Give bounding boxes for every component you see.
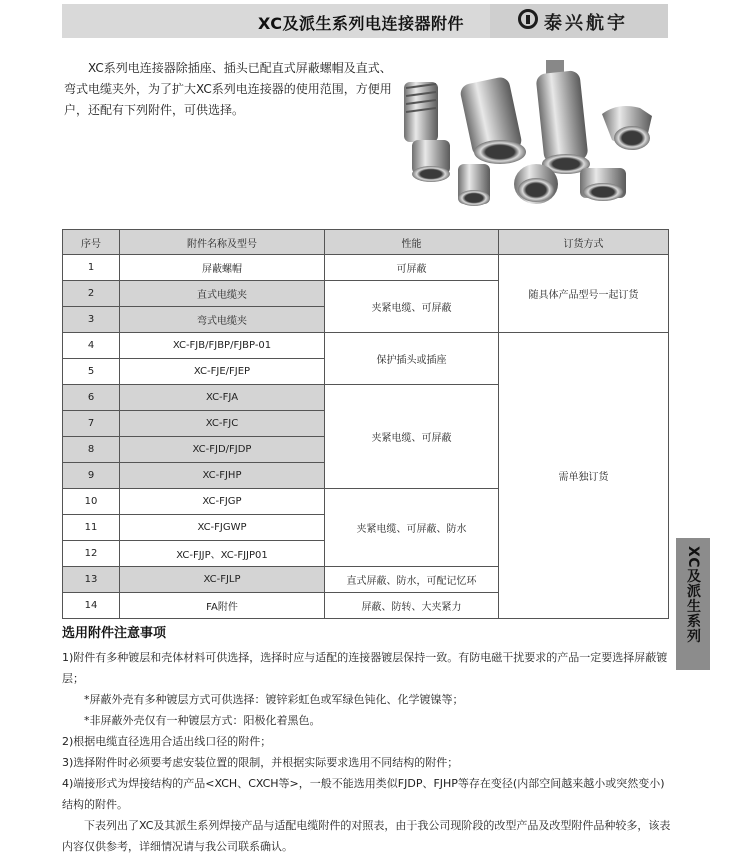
row-number: 8 <box>63 437 120 463</box>
table-header-row <box>63 230 669 255</box>
note-item: 4)端接形式为焊接结构的产品<XCH、CXCH等>，一般不能选用类似FJDP、FJHP等存在变径(内部空间越来越小或突然变小)结构的附件。 <box>62 777 665 811</box>
note-item: 下表列出了XC及其派生系列焊接产品与适配电缆附件的对照表，由于我公司现阶段的改型产品及改型附件品种较多，该表内容仅供参考，详细情况请与我公司联系确认。 <box>62 819 671 853</box>
row-number: 11 <box>63 515 120 541</box>
table-row <box>63 255 669 281</box>
accessories-table <box>62 229 669 619</box>
row-name: XC-FJB/FJBP/FJBP-01 <box>120 333 325 359</box>
row-number: 5 <box>63 359 120 385</box>
accessories-photo <box>396 52 666 222</box>
ordering-cell: 需单独订货 <box>499 333 669 619</box>
row-number: 12 <box>63 541 120 567</box>
brand-logo <box>490 4 668 38</box>
col-header-no: 序号 <box>63 230 120 255</box>
row-number: 13 <box>63 567 120 593</box>
col-header-performance: 性能 <box>325 230 499 255</box>
series-side-tab <box>676 538 710 670</box>
logo-icon <box>518 9 538 29</box>
notes-title: 选用附件注意事项 <box>62 626 167 641</box>
row-name: FA附件 <box>120 593 325 619</box>
row-name: XC-FJLP <box>120 567 325 593</box>
col-header-name: 附件名称及型号 <box>120 230 325 255</box>
note-item: *非屏蔽外壳仅有一种镀层方式：阳极化着黑色。 <box>84 714 321 727</box>
small-nut-parts <box>458 164 626 206</box>
col-header-ordering: 订货方式 <box>499 230 669 255</box>
row-number: 14 <box>63 593 120 619</box>
row-name: XC-FJD/FJDP <box>120 437 325 463</box>
straight-housing-part <box>459 76 526 164</box>
row-name: XC-FJC <box>120 411 325 437</box>
tall-clamp-part <box>535 60 590 174</box>
row-number: 9 <box>63 463 120 489</box>
row-name: 屏蔽螺帽 <box>120 255 325 281</box>
elbow-part <box>602 106 652 150</box>
brand-name: 泰兴航宇 <box>544 13 628 34</box>
row-number: 6 <box>63 385 120 411</box>
note-item: 1)附件有多种镀层和壳体材料可供选择，选择时应与适配的连接器镀层保持一致。有防电磁干扰要求的产品一定要选择屏蔽镀层； <box>62 651 668 685</box>
row-name: XC-FJGWP <box>120 515 325 541</box>
performance-cell: 夹紧电缆、可屏蔽 <box>325 281 499 333</box>
row-name: 弯式电缆夹 <box>120 307 325 333</box>
row-number: 2 <box>63 281 120 307</box>
spring-clamp-part <box>404 82 450 182</box>
performance-cell: 夹紧电缆、可屏蔽、防水 <box>325 489 499 567</box>
page-header <box>62 4 668 38</box>
performance-cell: 直式屏蔽、防水，可配记忆环 <box>325 567 499 593</box>
row-number: 3 <box>63 307 120 333</box>
row-number: 1 <box>63 255 120 281</box>
note-item: *屏蔽外壳有多种镀层方式可供选择：镀锌彩虹色或军绿色钝化、化学镀镍等； <box>84 693 464 706</box>
side-tab-label: XC及派生系列 <box>685 546 701 644</box>
row-number: 7 <box>63 411 120 437</box>
performance-cell: 夹紧电缆、可屏蔽 <box>325 385 499 489</box>
note-item: 3)选择附件时必须要考虑安装位置的限制，并根据实际要求选用不同结构的附件； <box>62 756 459 769</box>
row-name: XC-FJGP <box>120 489 325 515</box>
row-name: XC-FJA <box>120 385 325 411</box>
row-number: 4 <box>63 333 120 359</box>
table-row <box>63 333 669 359</box>
row-number: 10 <box>63 489 120 515</box>
performance-cell: 屏蔽、防转、大夹紧力 <box>325 593 499 619</box>
row-name: XC-FJHP <box>120 463 325 489</box>
performance-cell: 保护插头或插座 <box>325 333 499 385</box>
note-item: 2)根据电缆直径选用合适出线口径的附件； <box>62 735 272 748</box>
selection-notes <box>62 622 672 857</box>
ordering-cell: 随具体产品型号一起订货 <box>499 255 669 333</box>
row-name: XC-FJJP、XC-FJJP01 <box>120 541 325 567</box>
row-name: XC-FJE/FJEP <box>120 359 325 385</box>
intro-paragraph: XC系列电连接器除插座、插头已配直式屏蔽螺帽及直式、弯式电缆夹外，为了扩大XC系列电连接器的使用范围，方便用户，还配有下列附件，可供选择。 <box>64 61 392 117</box>
page-title: XC及派生系列电连接器附件 <box>258 14 465 33</box>
performance-cell: 可屏蔽 <box>325 255 499 281</box>
row-name: 直式电缆夹 <box>120 281 325 307</box>
